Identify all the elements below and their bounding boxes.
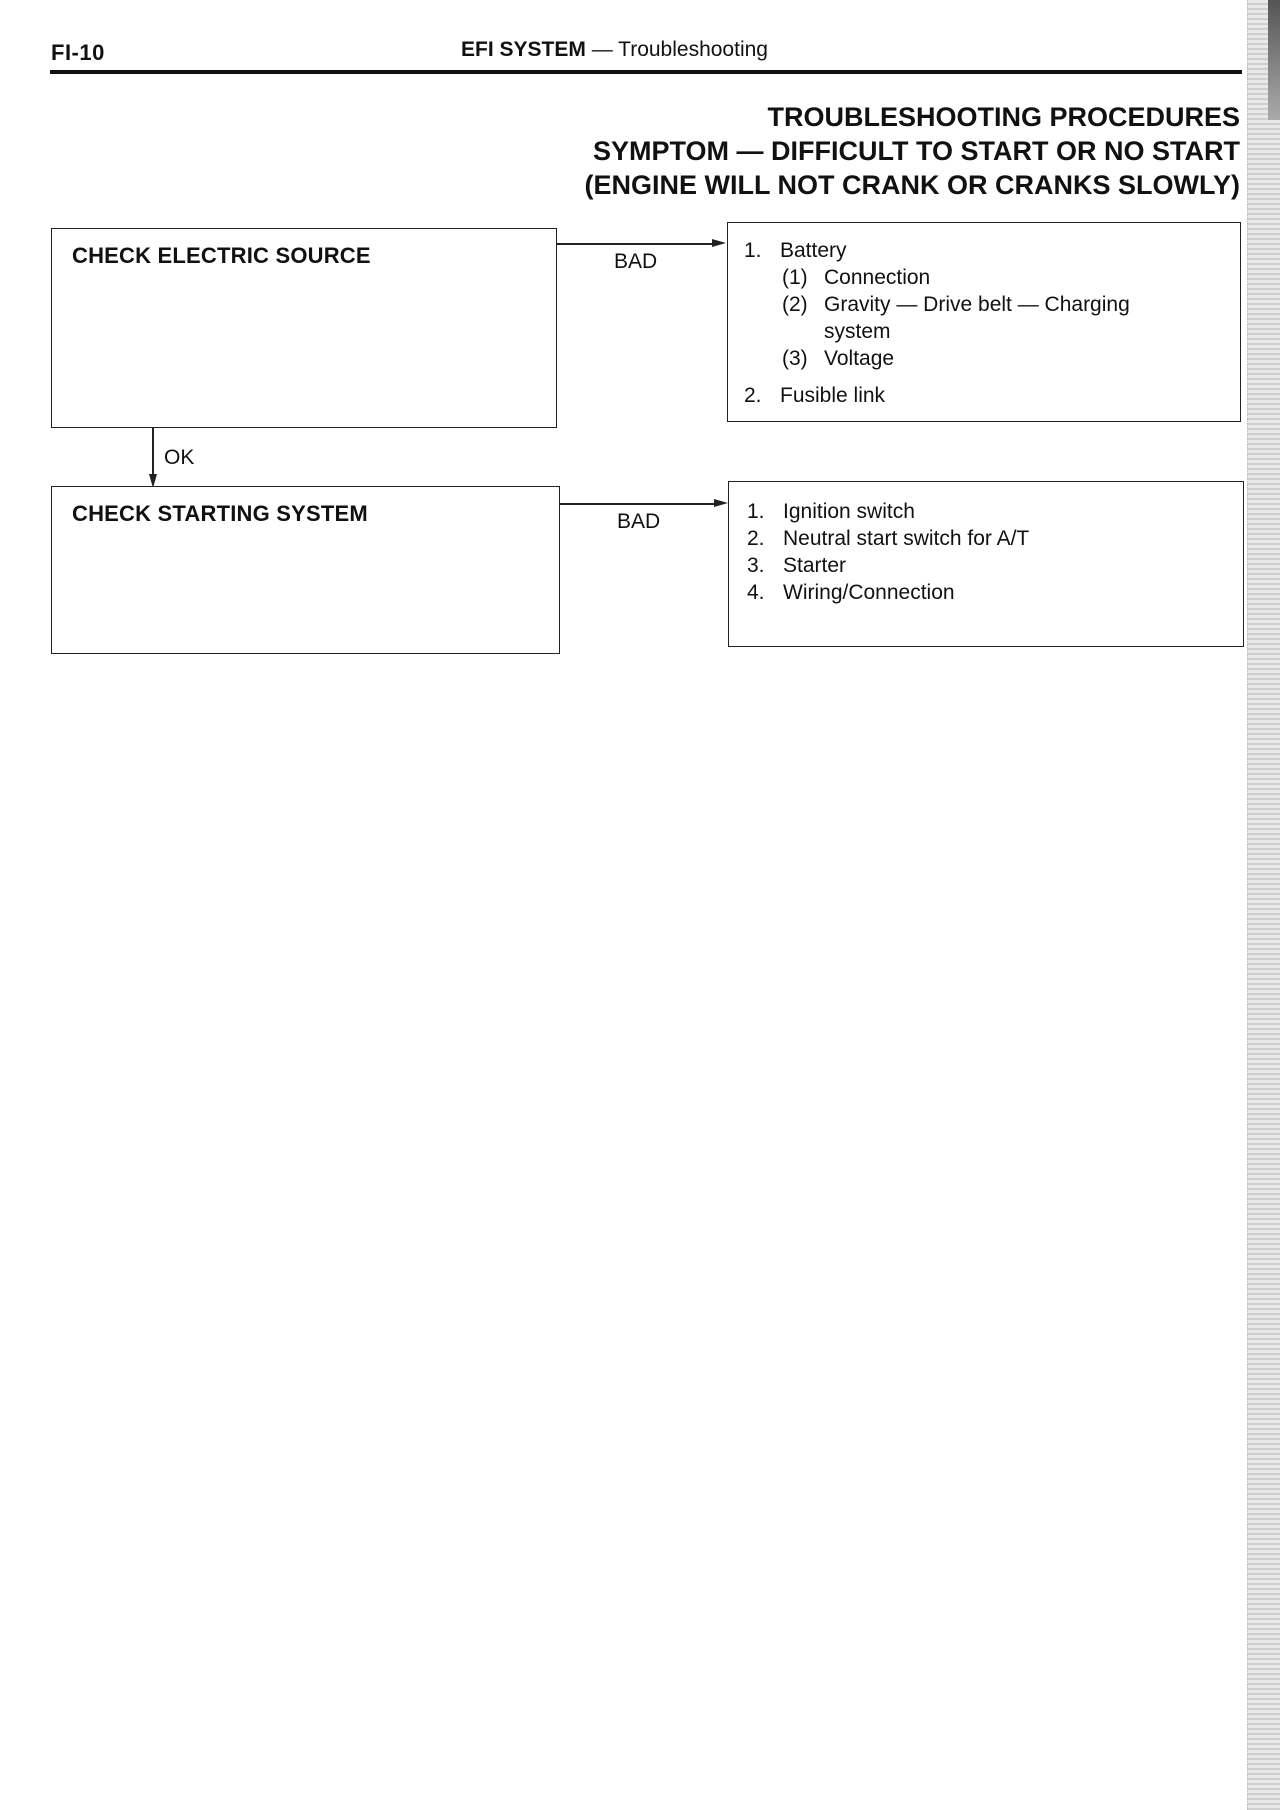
check-subitem: (2) Gravity — Drive belt — Charging [782, 293, 1130, 316]
page-number: FI-10 [51, 40, 105, 65]
section-title-rest: — Troubleshooting [585, 38, 768, 61]
check-item: 1. Ignition switch [747, 500, 915, 523]
check-item: 2. Neutral start switch for A/T [747, 527, 1030, 550]
checks-box-starting-system [728, 481, 1244, 647]
title-line-2: SYMPTOM — DIFFICULT TO START OR NO START [593, 136, 1240, 166]
section-title-bold: EFI SYSTEM [461, 38, 586, 61]
bad-label: BAD [614, 250, 658, 273]
checks-box-electric-source [727, 222, 1241, 422]
checks-list [747, 498, 1029, 606]
step-check-electric-source [51, 228, 557, 428]
checks-list [744, 237, 1130, 409]
check-item: 3. Starter [747, 554, 847, 577]
check-subitem: (1) Connection [782, 266, 931, 289]
check-item: 2. Fusible link [744, 384, 886, 407]
ok-connector-line [152, 428, 154, 480]
ok-label: OK [164, 446, 195, 469]
check-subitem: (3) Voltage [782, 347, 895, 370]
section-title [461, 38, 768, 62]
title-line-1: TROUBLESHOOTING PROCEDURES [767, 102, 1240, 132]
step-check-starting-system [51, 486, 560, 654]
arrow-right-icon [714, 499, 728, 507]
check-subitem-continuation: system [824, 320, 891, 343]
title-line-3: (ENGINE WILL NOT CRANK OR CRANKS SLOWLY) [584, 170, 1240, 200]
arrow-right-icon [712, 239, 726, 247]
check-item: 1. Battery [744, 239, 847, 262]
check-item: 4. Wiring/Connection [747, 581, 955, 604]
step-title: CHECK ELECTRIC SOURCE [72, 243, 371, 268]
bad-connector-line [560, 503, 715, 505]
page-binding-edge [1247, 0, 1280, 1810]
step-title: CHECK STARTING SYSTEM [72, 501, 368, 526]
header-rule [50, 70, 1242, 74]
bad-label: BAD [617, 510, 661, 533]
page-binding-shadow [1268, 0, 1280, 120]
procedure-titles [340, 100, 1240, 202]
bad-connector-line [557, 243, 713, 245]
